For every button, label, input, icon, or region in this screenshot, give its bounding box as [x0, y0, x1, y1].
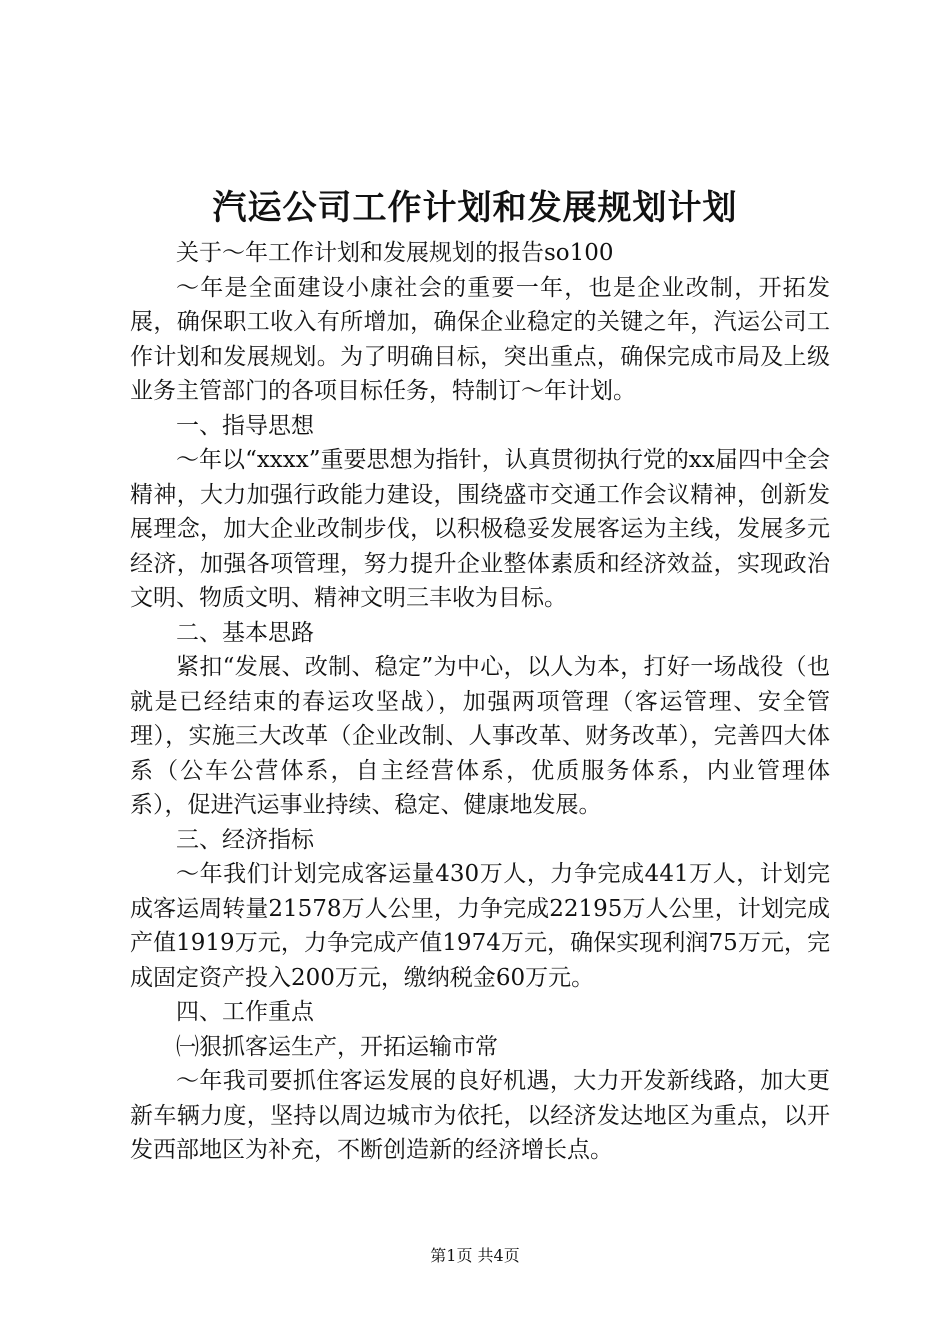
paragraph-report-heading: 关于～年工作计划和发展规划的报告so100	[176, 240, 614, 266]
section-heading-basic-approach: 二、基本思路	[176, 619, 314, 646]
document-title: 汽运公司工作计划和发展规划计划	[212, 188, 738, 228]
paragraph-basic-approach: 紧扣“发展、改制、稳定”为中心，以人为本，打好一场战役（也就是已经结束的春运攻坚战），加强两项管理（客运管理、安全管理），实施三大改革（企业改制、人事改革、财务改革），完善四大体系（公车公营体系，自主经营体系，优质服务体系，内业管理体系），促进汽运事业持续、稳定、健康地发展。	[130, 654, 830, 818]
paragraph-intro: ～年是全面建设小康社会的重要一年，也是企业改制，开拓发展，确保职工收入有所增加，确保企业稳定的关键之年，汽运公司工作计划和发展规划。为了明确目标，突出重点，确保完成市局及上级业务主管部门的各项目标任务，特制订～年计划。	[130, 274, 830, 404]
page-number-footer: 第1页 共4页	[430, 1246, 520, 1265]
section-heading-guiding-ideology: 一、指导思想	[176, 412, 314, 439]
paragraph-passenger-transport: ～年我司要抓住客运发展的良好机遇，大力开发新线路，加大更新车辆力度，坚持以周边城市为依托，以经济发达地区为重点，以开发西部地区为补充，不断创造新的经济增长点。	[130, 1068, 830, 1163]
paragraph-economic-indicators: ～年我们计划完成客运量430万人，力争完成441万人，计划完成客运周转量21578万人公里，力争完成22195万人公里，计划完成产值1919万元，力争完成产值1974万元，确保实现利润75万元，完成固定资产投入200万元，缴纳税金60万元。	[130, 861, 830, 991]
subsection-heading-passenger-transport: ㈠狠抓客运生产，开拓运输市常	[176, 1033, 498, 1060]
section-heading-work-priorities: 四、工作重点	[176, 999, 314, 1025]
document-body	[130, 236, 830, 1168]
paragraph-guiding-ideology: ～年以“xxxx”重要思想为指针，认真贯彻执行党的xx届四中全会精神，大力加强行政能力建设，围绕盛市交通工作会议精神，创新发展理念，加大企业改制步伐，以积极稳妥发展客运为主线，发展多元经济，加强各项管理，努力提升企业整体素质和经济效益，实现政治文明、物质文明、精神文明三丰收为目标。	[130, 447, 830, 611]
section-heading-economic-indicators: 三、经济指标	[176, 826, 314, 853]
